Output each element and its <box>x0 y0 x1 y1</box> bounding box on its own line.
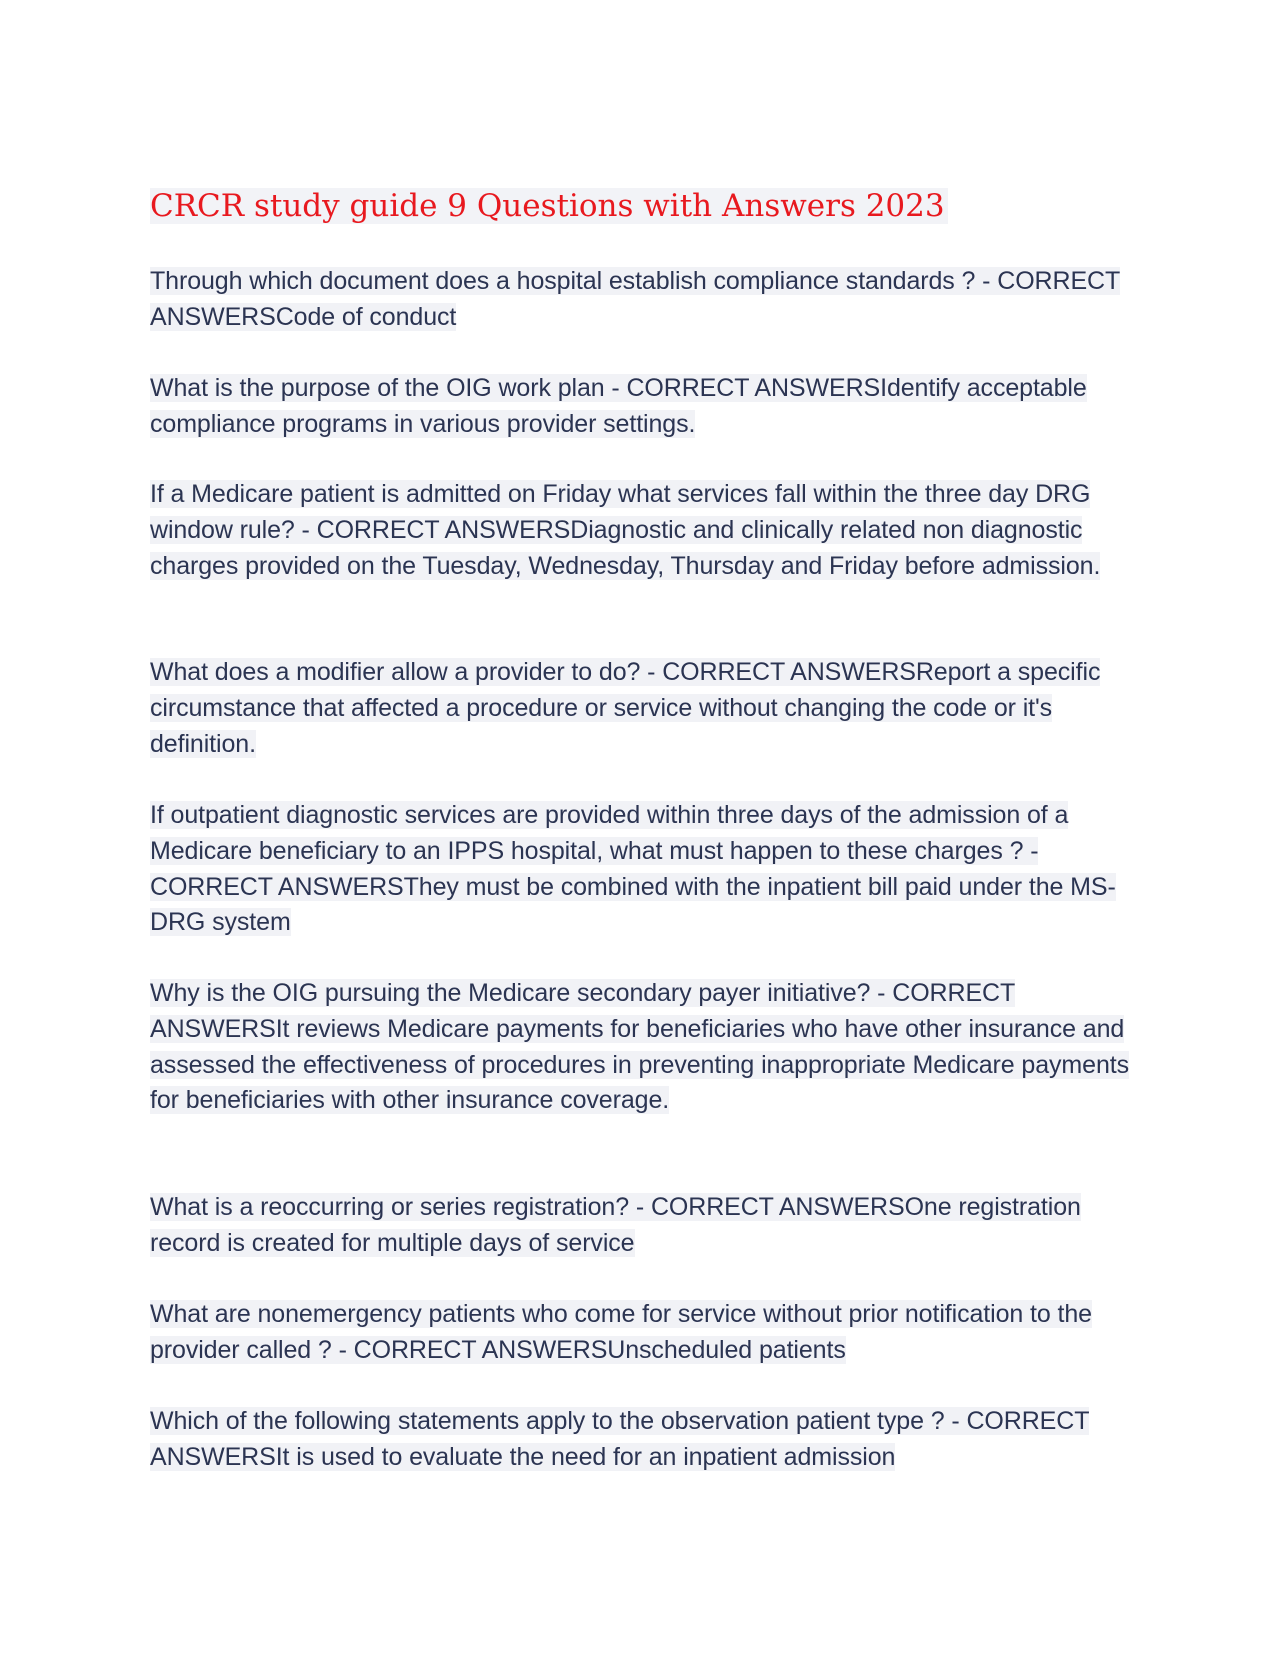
title-text: CRCR study guide 9 Questions with Answers 2023 <box>150 188 948 224</box>
document-title <box>150 184 948 228</box>
qa-item-6 <box>150 976 1140 1119</box>
qa-item-text: Through which document does a hospital establish compliance standards ? - CORRECT ANSWERSCode of conduct <box>150 267 1121 331</box>
qa-item-text: What is a reoccurring or series registration? - CORRECT ANSWERSOne registration record is created for multiple days of service <box>150 1193 1081 1257</box>
qa-item-3 <box>150 477 1140 584</box>
qa-item-text: What does a modifier allow a provider to do? - CORRECT ANSWERSReport a specific circumstance that affected a procedure or service without changing the code or it's definition. <box>150 658 1101 758</box>
qa-item-9 <box>150 1404 1140 1476</box>
qa-item-5 <box>150 798 1140 941</box>
qa-item-text: What is the purpose of the OIG work plan - CORRECT ANSWERSIdentify acceptable compliance programs in various provider settings. <box>150 374 1087 438</box>
qa-item-text: What are nonemergency patients who come for service without prior notification to the provider called ? - CORRECT ANSWERSUnscheduled patients <box>150 1300 1092 1364</box>
qa-item-text: Which of the following statements apply to the observation patient type ? - CORRECT ANSWERSIt is used to evaluate the need for an inpatient admission <box>150 1407 1090 1471</box>
qa-item-4 <box>150 655 1140 762</box>
qa-item-text: If a Medicare patient is admitted on Friday what services fall within the three day DRG window rule? - CORRECT ANSWERSDiagnostic and clinically related non diagnostic charges provided on the Tuesday, Wednesday, Thursday and Friday before admission. <box>150 480 1101 580</box>
qa-item-text: Why is the OIG pursuing the Medicare secondary payer initiative? - CORRECT ANSWERSIt reviews Medicare payments for beneficiaries who have other insurance and assessed the effectiveness of procedures in preventing inappropriate Medicare payments for beneficiaries with other insurance coverage. <box>150 979 1130 1115</box>
qa-item-7 <box>150 1190 1140 1262</box>
qa-item-text: If outpatient diagnostic services are provided within three days of the admission of a Medicare beneficiary to an IPPS hospital, what must happen to these charges ? - CORRECT ANSWERSThey must be combined with the inpatient bill paid under the MS-DRG system <box>150 801 1116 937</box>
qa-item-1 <box>150 264 1140 336</box>
qa-item-2 <box>150 371 1140 443</box>
qa-item-8 <box>150 1297 1140 1369</box>
